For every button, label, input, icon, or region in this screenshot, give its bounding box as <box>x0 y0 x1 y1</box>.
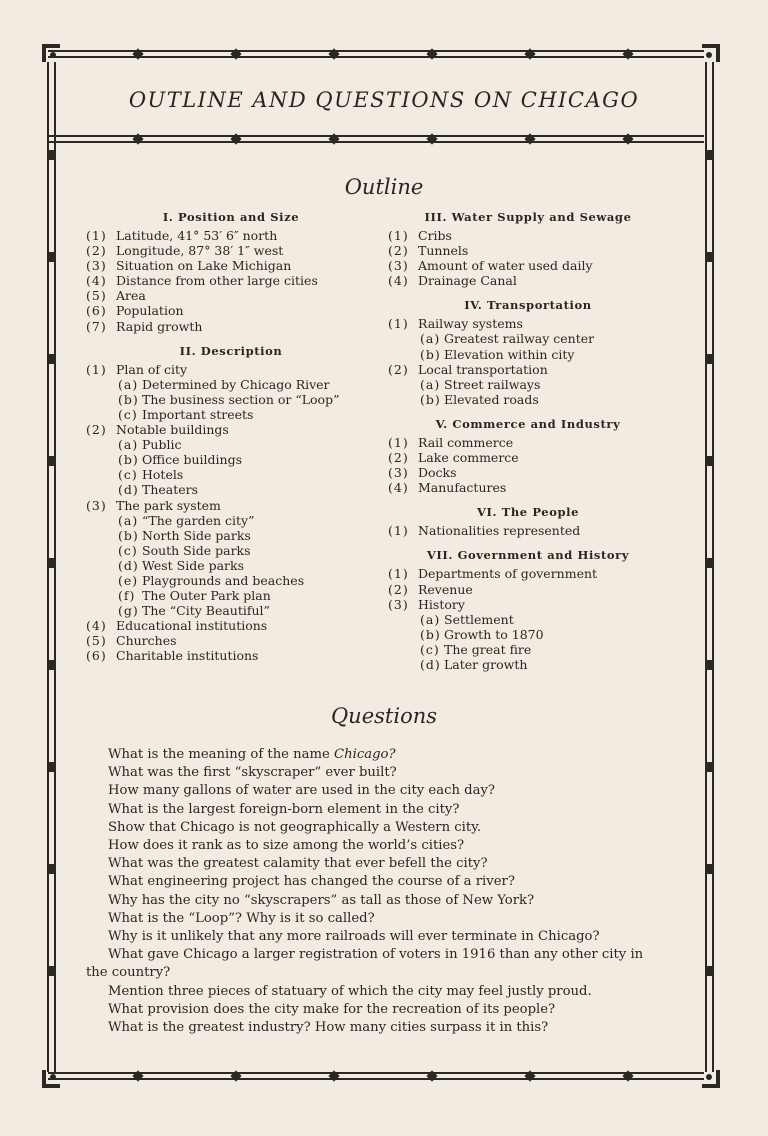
band-dot <box>328 1070 339 1081</box>
side-mark <box>707 354 713 364</box>
outline-subitem <box>388 377 668 392</box>
question-item: How does it rank as to size among the world’s cities? <box>108 838 465 854</box>
outline-subitem <box>388 331 668 346</box>
band-dot <box>524 48 535 59</box>
item-text: Office buildings <box>142 452 243 468</box>
item-number: (a) <box>118 512 139 528</box>
question-continuation: the country? <box>86 965 171 981</box>
item-text: Lake commerce <box>418 450 519 466</box>
item-text: Population <box>116 303 184 319</box>
side-mark <box>707 762 713 772</box>
item-text: The business section or “Loop” <box>142 391 340 407</box>
question-item: What gave Chicago a larger registration of voters in 1916 than any other city in <box>108 947 644 963</box>
outline-item <box>86 618 376 633</box>
band-dot <box>426 1070 437 1081</box>
side-mark <box>707 150 713 160</box>
item-number: (a) <box>118 437 139 453</box>
question-item: Why has the city no “skyscrapers” as tall as those of New York? <box>108 892 535 908</box>
item-number: (e) <box>118 572 139 588</box>
item-text: Public <box>142 437 182 453</box>
outline-subitem <box>388 392 668 407</box>
side-mark <box>49 864 55 874</box>
item-number: (a) <box>118 376 139 392</box>
band-dot <box>426 133 437 144</box>
item-number: (3) <box>388 465 409 481</box>
item-text: West Side parks <box>142 557 244 573</box>
item-number: (2) <box>388 243 409 259</box>
item-text: North Side parks <box>142 527 251 543</box>
outline-left-column <box>86 210 376 664</box>
item-number: (1) <box>388 316 409 332</box>
item-text: Educational institutions <box>116 618 268 634</box>
item-text: Situation on Lake Michigan <box>116 258 292 274</box>
item-text: Cribs <box>418 228 452 243</box>
item-number: (1) <box>388 566 409 582</box>
item-text: Latitude, 41° 53′ 6″ north <box>116 228 278 243</box>
side-mark <box>707 252 713 262</box>
item-number: (3) <box>86 258 107 274</box>
item-text: Railway systems <box>418 316 523 332</box>
item-number: (1) <box>388 434 409 450</box>
item-number: (3) <box>388 258 409 274</box>
outline-subitem <box>86 392 376 407</box>
item-text: Rapid growth <box>116 318 203 334</box>
outline-item <box>86 243 376 258</box>
outline-item <box>388 228 668 243</box>
outline-subitem <box>86 573 376 588</box>
band-dot <box>524 1070 535 1081</box>
item-number: (1) <box>86 361 107 377</box>
item-number: (2) <box>388 581 409 597</box>
item-number: (3) <box>388 596 409 612</box>
band-dots <box>48 1071 704 1081</box>
section-heading: VII. Government and History <box>426 548 630 563</box>
band-dot <box>524 133 535 144</box>
page-title: OUTLINE AND QUESTIONS ON CHICAGO <box>128 88 640 112</box>
item-number: (2) <box>388 361 409 377</box>
outline-subitem <box>86 377 376 392</box>
item-text: Charitable institutions <box>116 648 259 664</box>
item-number: (1) <box>388 523 409 539</box>
outline-item <box>86 648 376 663</box>
outline-subitem <box>86 543 376 558</box>
item-number: (f) <box>118 588 136 604</box>
side-mark <box>707 558 713 568</box>
item-text: Settlement <box>444 611 514 627</box>
side-mark <box>49 252 55 262</box>
outline-subitem <box>86 528 376 543</box>
item-number: (c) <box>118 542 138 558</box>
top-border-band <box>48 49 704 59</box>
band-dots <box>48 134 704 144</box>
outline-item <box>86 319 376 334</box>
outline-item <box>86 422 376 437</box>
item-number: (6) <box>86 648 107 664</box>
item-number: (1) <box>86 228 107 243</box>
item-number: (d) <box>420 656 441 672</box>
outline-subitem <box>388 657 668 672</box>
band-dot <box>328 48 339 59</box>
outline-heading: Outline <box>344 175 424 199</box>
item-text: South Side parks <box>142 542 251 558</box>
item-number: (b) <box>118 391 139 407</box>
item-text: Docks <box>418 465 457 481</box>
section-heading: IV. Transportation <box>464 298 592 313</box>
outline-item <box>388 435 668 450</box>
band-dot <box>426 48 437 59</box>
outline-subitem <box>388 642 668 657</box>
outline-subitem <box>86 482 376 497</box>
outline-subitem <box>86 513 376 528</box>
outline-subitem <box>86 588 376 603</box>
outline-subitem <box>86 452 376 467</box>
outline-item <box>388 273 668 288</box>
item-text: Manufactures <box>418 480 507 496</box>
side-mark <box>49 354 55 364</box>
outline-item <box>388 597 668 612</box>
band-dot <box>230 48 241 59</box>
item-number: (b) <box>420 391 441 407</box>
item-number: (b) <box>420 626 441 642</box>
item-text: Plan of city <box>116 361 188 377</box>
outline-item <box>86 498 376 513</box>
item-number: (6) <box>86 303 107 319</box>
outline-item <box>86 258 376 273</box>
item-number: (3) <box>86 497 107 513</box>
question-item: Why is it unlikely that any more railroads will ever terminate in Chicago? <box>108 929 600 945</box>
section-heading: III. Water Supply and Sewage <box>424 210 632 224</box>
band-dot <box>328 133 339 144</box>
outline-item <box>388 480 668 495</box>
item-text: Later growth <box>444 656 528 672</box>
item-text: “The garden city” <box>142 512 255 528</box>
item-text: Playgrounds and beaches <box>142 572 305 588</box>
item-number: (4) <box>388 273 409 289</box>
question-item: What is the meaning of the name Chicago? <box>108 747 396 762</box>
item-text: Notable buildings <box>116 422 229 438</box>
item-number: (1) <box>388 228 409 243</box>
outline-item <box>388 316 668 331</box>
outline-subitem <box>86 467 376 482</box>
outline-item <box>388 258 668 273</box>
corner-ornament-icon <box>700 42 722 64</box>
question-item: What engineering project has changed the course of a river? <box>108 874 515 890</box>
section-heading: II. Description <box>179 343 283 358</box>
item-text: Theaters <box>142 482 199 498</box>
outline-subitem <box>388 347 668 362</box>
item-text: Rail commerce <box>418 434 514 450</box>
outline-item <box>86 633 376 648</box>
outline-subitem <box>388 612 668 627</box>
band-dot <box>230 1070 241 1081</box>
side-mark <box>49 966 55 976</box>
outline-item <box>86 273 376 288</box>
item-number: (a) <box>420 611 441 627</box>
outline-subitem <box>86 558 376 573</box>
band-dot <box>622 1070 633 1081</box>
outline-item <box>86 362 376 377</box>
item-number: (b) <box>118 527 139 543</box>
outline-item <box>388 450 668 465</box>
item-number: (c) <box>420 641 440 657</box>
item-text: Elevated roads <box>444 391 539 407</box>
outline-item <box>388 582 668 597</box>
question-item: What was the first “skyscraper” ever built? <box>108 765 397 781</box>
item-text: Amount of water used daily <box>418 258 593 274</box>
side-mark <box>49 456 55 466</box>
band-dot <box>230 133 241 144</box>
question-item: Show that Chicago is not geographically a Western city. <box>108 819 482 835</box>
item-number: (2) <box>388 450 409 466</box>
outline-subitem <box>86 603 376 618</box>
item-text: Greatest railway center <box>444 331 595 347</box>
item-number: (7) <box>86 318 107 334</box>
item-text: Street railways <box>444 376 541 392</box>
item-number: (4) <box>388 480 409 496</box>
item-number: (5) <box>86 633 107 649</box>
corner-ornament-icon <box>700 1068 722 1090</box>
side-mark <box>49 762 55 772</box>
bottom-border-band <box>48 1071 704 1081</box>
item-text: The Outer Park plan <box>142 588 271 604</box>
section-heading: V. Commerce and Industry <box>435 416 621 431</box>
side-mark <box>49 660 55 670</box>
item-text: Area <box>116 288 146 304</box>
item-text: The great fire <box>444 641 532 657</box>
item-text: Churches <box>116 633 177 649</box>
outline-item <box>388 465 668 480</box>
outline-right-column <box>388 210 668 672</box>
questions-list <box>86 746 686 1037</box>
item-text: History <box>418 596 465 612</box>
item-number: (4) <box>86 273 107 289</box>
question-item: What was the greatest calamity that ever befell the city? <box>108 856 488 872</box>
item-number: (a) <box>420 376 441 392</box>
item-number: (c) <box>118 467 138 483</box>
side-mark <box>707 966 713 976</box>
band-dots <box>48 49 704 59</box>
outline-item <box>388 523 668 538</box>
item-number: (2) <box>86 243 107 259</box>
band-dot <box>132 1070 143 1081</box>
question-item: What provision does the city make for the recreation of its people? <box>108 1001 556 1017</box>
side-mark <box>707 456 713 466</box>
side-mark <box>49 558 55 568</box>
item-text: Determined by Chicago River <box>142 376 330 392</box>
outline-subitem <box>388 627 668 642</box>
question-item: What is the “Loop”? Why is it so called? <box>108 910 375 926</box>
side-mark <box>49 150 55 160</box>
questions-heading: Questions <box>330 704 438 728</box>
item-number: (g) <box>118 603 139 619</box>
side-mark <box>707 660 713 670</box>
item-text: The park system <box>116 497 221 513</box>
item-text: Elevation within city <box>444 346 575 362</box>
item-text: Tunnels <box>418 243 469 259</box>
corner-ornament-icon <box>40 1068 62 1090</box>
side-mark <box>707 864 713 874</box>
item-text: Distance from other large cities <box>116 273 318 289</box>
question-item: What is the greatest industry? How many cities surpass it in this? <box>108 1020 549 1036</box>
outline-item <box>388 566 668 581</box>
band-dot <box>622 48 633 59</box>
band-dot <box>132 133 143 144</box>
question-item: How many gallons of water are used in the city each day? <box>108 783 495 799</box>
outline-item <box>86 288 376 303</box>
item-text: Nationalities represented <box>418 523 581 539</box>
outline-item <box>86 228 376 243</box>
outline-item <box>388 243 668 258</box>
item-text: Local transportation <box>418 361 548 377</box>
band-dot <box>622 133 633 144</box>
item-number: (c) <box>118 406 138 422</box>
outline-item <box>388 362 668 377</box>
corner-ornament-icon <box>40 42 62 64</box>
outline-item <box>86 303 376 318</box>
item-number: (5) <box>86 288 107 304</box>
item-number: (2) <box>86 422 107 438</box>
section-heading: I. Position and Size <box>162 210 300 224</box>
question-item: Mention three pieces of statuary of which the city may feel justly proud. <box>108 983 592 999</box>
item-number: (d) <box>118 557 139 573</box>
item-number: (a) <box>420 331 441 347</box>
outline-subitem <box>86 407 376 422</box>
item-number: (4) <box>86 618 107 634</box>
band-dot <box>132 48 143 59</box>
outline-subitem <box>86 437 376 452</box>
item-number: (b) <box>118 452 139 468</box>
item-number: (d) <box>118 482 139 498</box>
item-text: Drainage Canal <box>418 273 517 289</box>
item-text: Longitude, 87° 38′ 1″ west <box>116 243 284 259</box>
item-text: Departments of government <box>418 566 598 582</box>
item-number: (b) <box>420 346 441 362</box>
item-text: Important streets <box>142 406 254 422</box>
item-text: The “City Beautiful” <box>142 603 270 619</box>
question-item: What is the largest foreign-born element in the city? <box>108 801 460 817</box>
item-text: Revenue <box>418 581 473 597</box>
item-text: Hotels <box>142 467 184 483</box>
section-heading: VI. The People <box>476 505 579 520</box>
title-underline-band <box>48 134 704 144</box>
item-text: Growth to 1870 <box>444 626 544 642</box>
